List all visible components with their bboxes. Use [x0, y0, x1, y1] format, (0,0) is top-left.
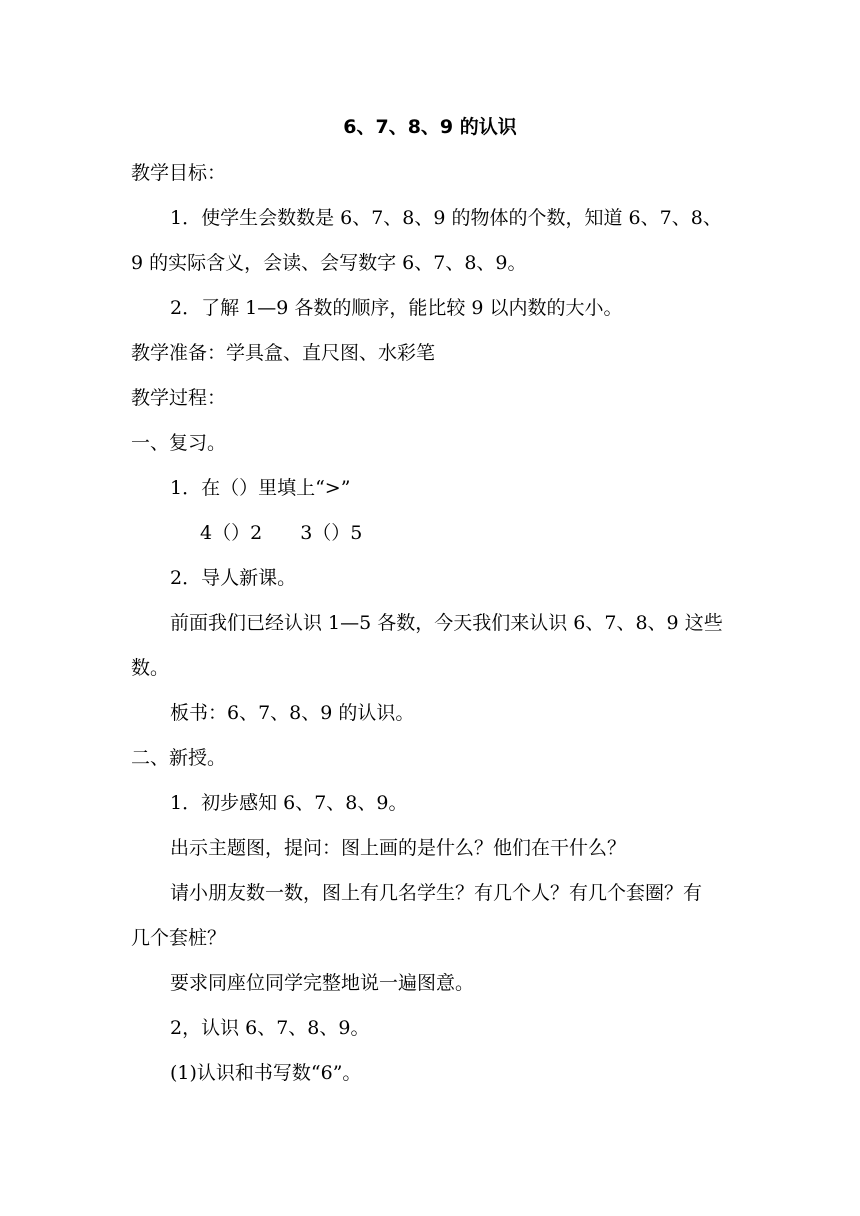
intro-line-1: 前面我们已经认识 1—5 各数，今天我们来认识 6、7、8、9 这些: [170, 612, 723, 634]
teaching-preparation: 教学准备：学具盒、直尺图、水彩笔: [131, 342, 436, 364]
intro-line-2: 数。: [131, 657, 170, 679]
count-question-line-2: 几个套桩？: [131, 927, 227, 949]
document-title: 6、7、8、9 的认识: [343, 116, 517, 138]
board-writing: 板书：6、7、8、9 的认识。: [170, 702, 415, 724]
exercise-2: 3（）5: [300, 522, 363, 544]
heading-teaching-process: 教学过程：: [131, 387, 227, 409]
count-question-line-1: 请小朋友数一数，图上有几名学生？有几个人？有几个套圈？有: [170, 882, 703, 904]
section-review: 一、复习。: [131, 432, 227, 454]
review-exercises: [200, 518, 362, 548]
recognize-six: (1)认识和书写数“6”。: [170, 1062, 362, 1084]
goal-2: 2．了解 1—9 各数的顺序，能比较 9 以内数的大小。: [170, 297, 623, 319]
goal-1-line-2: 9 的实际含义，会读、会写数字 6、7、8、9。: [131, 252, 527, 274]
show-theme-picture: 出示主题图，提问：图上画的是什么？他们在干什么？: [170, 837, 627, 859]
new-lesson-item-2: 2，认识 6、7、8、9。: [170, 1017, 370, 1039]
new-lesson-item-1: 1．初步感知 6、7、8、9。: [170, 792, 408, 814]
section-new-lesson: 二、新授。: [131, 747, 227, 769]
describe-picture: 要求同座位同学完整地说一遍图意。: [170, 972, 475, 994]
review-item-1: 1．在（）里填上“>”: [170, 477, 351, 499]
exercise-1: 4（）2: [200, 522, 263, 544]
goal-1-line-1: 1．使学生会数数是 6、7、8、9 的物体的个数，知道 6、7、8、: [170, 207, 722, 229]
review-item-2: 2．导人新课。: [170, 567, 297, 589]
heading-teaching-goals: 教学目标：: [131, 162, 227, 184]
